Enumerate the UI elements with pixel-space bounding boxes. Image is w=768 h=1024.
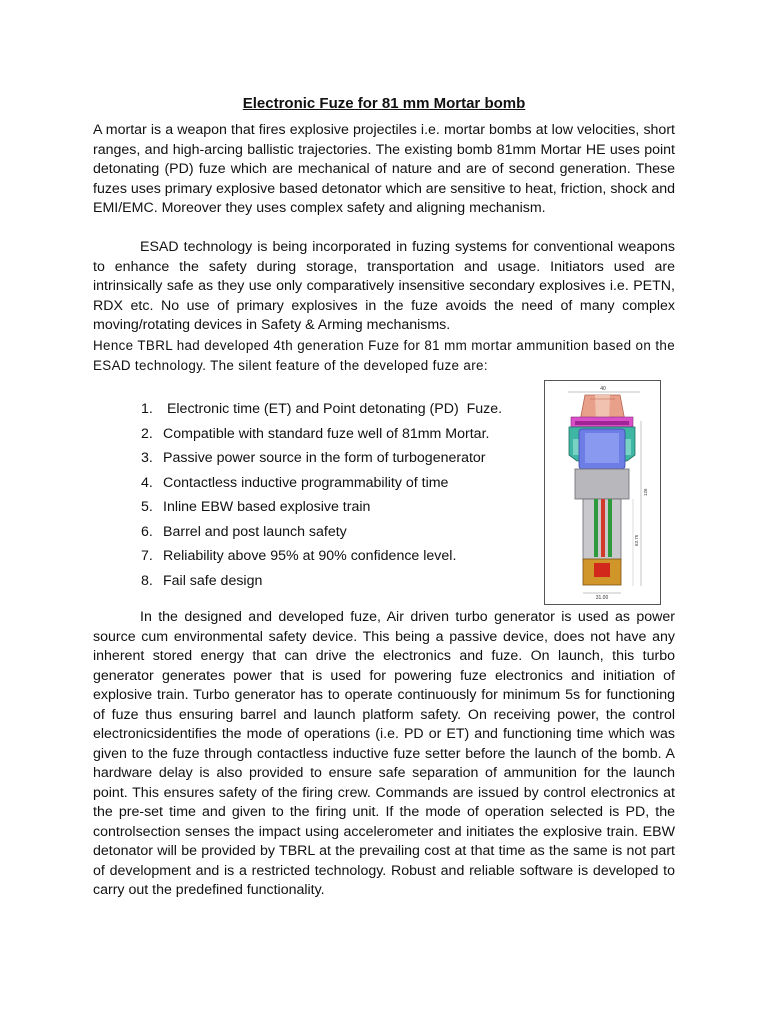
fuze-diagram — [545, 381, 660, 604]
dim-top-label: 40 — [600, 386, 606, 392]
fuze-cross-section-figure — [544, 380, 661, 605]
list-item: 1. Electronic time (ET) and Point detonating (PD) Fuze. — [141, 401, 503, 417]
list-item: 8. Fail safe design — [141, 572, 263, 589]
intro-paragraph: A mortar is a weapon that fires explosive projectiles i.e. mortar bombs at low velocities, short ranges, and high-arcing ballistic trajectories. The existing bomb 81mm Mortar HE uses point detonating (PD) fuze which are mechanical of nature and are of second generation. These fuzes uses primary explosive based detonator which are sensitive to heat, friction, shock and EMI/EMC. Moreover they uses complex safety and aligning mechanism. — [93, 122, 675, 216]
dim-right-upper-label: 126 — [643, 488, 648, 496]
list-item: 5. Inline EBW based explosive train — [141, 499, 371, 515]
list-item: 4. Contactless inductive programmability of time — [141, 474, 449, 491]
esad-paragraph: ESAD technology is being incorporated in fuzing systems for conventional weapons to enhance the safety during storage, transportation and usage. Initiators used are intrinsically safe as they use only comparatively insensitive secondary explosives i.e. PETN, RDX etc. No use of primary explosives in the fuze avoids the need of many complex moving/rotating devices in Safety & Arming mechanisms. — [93, 239, 675, 333]
turbo-generator-paragraph: In the designed and developed fuze, Air driven turbo generator is used as power source cum environmental safety device. This being a passive device, does not have any inherent stored energy that can drive the electronics and fuze. On launch, this turbo generator generates power that is used for powering fuze electronics and initiation of explosive train. Turbo generator has to operate continuously for minimum 5s for functioning of fuze thus ensuring barrel and launch platform safety. On receiving power, the control electronicsidentifies the mode of operations (i.e. PD or ET) and functioning time which was given to the fuze through contactless inductive fuze setter before the launch of the bomb. A hardware delay is also provided to ensure safe separation of ammunition for the launch point. This ensures safety of the firing crew. Commands are issued by control electronics at the pre-set time and given to the firing unit. If the mode of operation selected is PD, the controlsection senses the impact using accelerometer and initiates the explosive train. EBW detonator will be provided by TBRL at the prevailing cost at that time as the same is not part of development and is a restricted technology. Robust and reliable software is developed to carry out the predefined functionality. — [93, 609, 675, 898]
tbrl-paragraph: Hence TBRL had developed 4th generation Fuze for 81 mm mortar ammunition based on the ESAD technology. The silent feature of the developed fuze are: — [93, 338, 675, 373]
list-item: 3. Passive power source in the form of turbogenerator — [141, 450, 486, 466]
dim-bottom-label: 31.00 — [595, 595, 609, 601]
list-item: 6. Barrel and post launch safety — [141, 523, 347, 540]
list-item: 7. Reliability above 95% at 90% confidence level. — [141, 548, 457, 564]
dim-right-lower-label: 63.75 — [634, 534, 639, 546]
list-item: 2. Compatible with standard fuze well of 81mm Mortar. — [141, 425, 490, 442]
feature-list — [141, 397, 502, 593]
document-title: Electronic Fuze for 81 mm Mortar bomb — [242, 95, 526, 112]
